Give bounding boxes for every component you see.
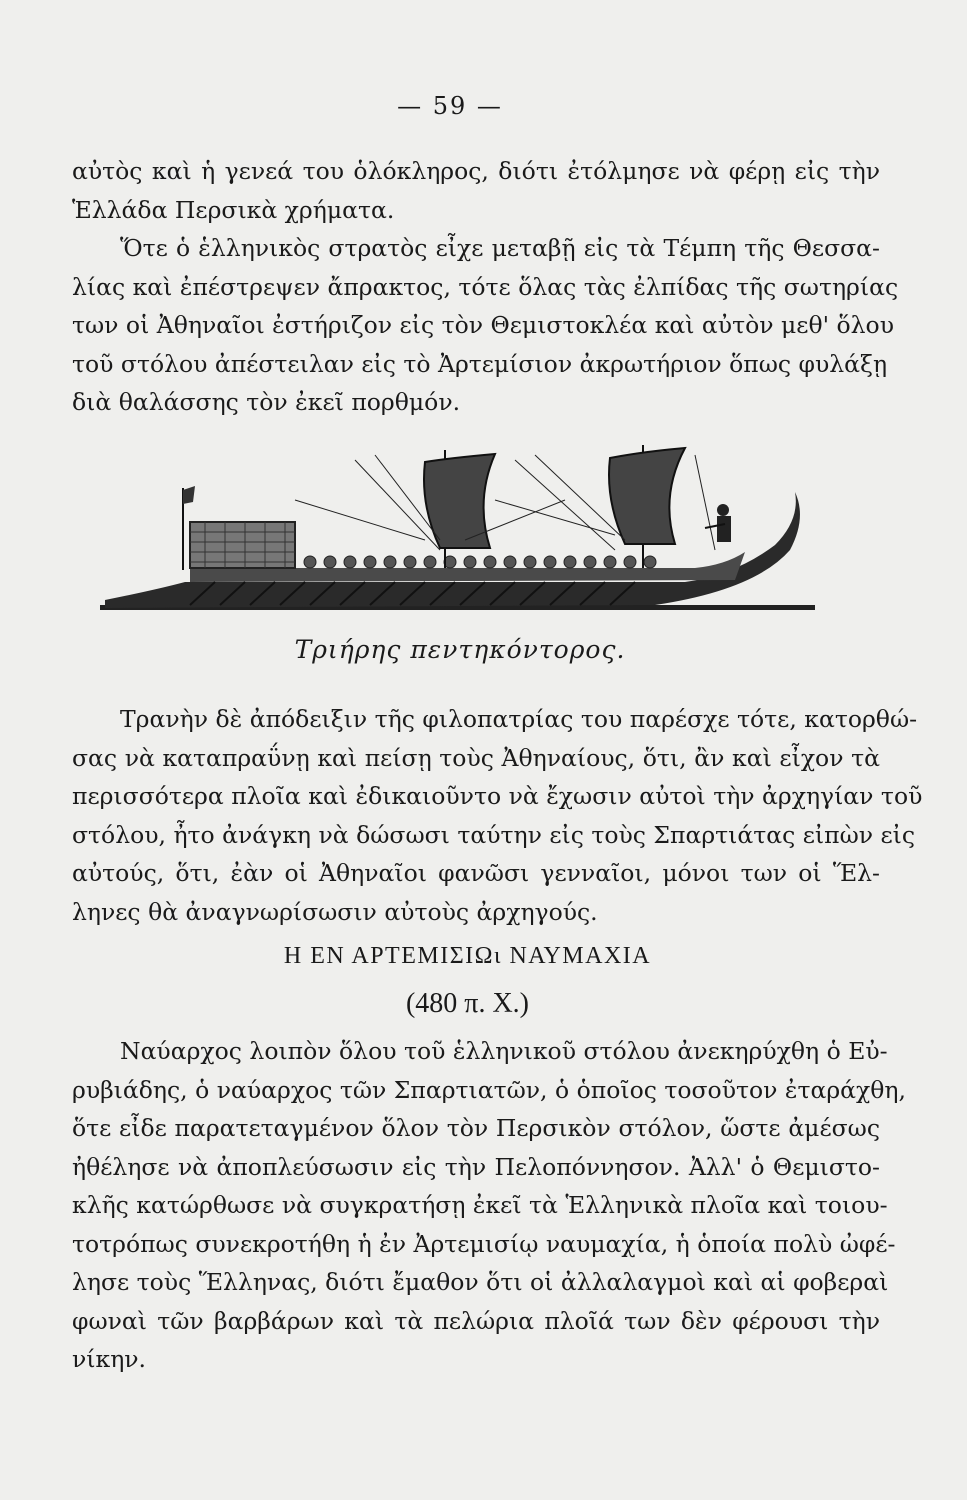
text-line: φωναὶ τῶν βαρβάρων καὶ τὰ πελώρια πλοῖά των δὲν φέρουσι τὴν: [72, 1306, 880, 1335]
text-line: Τρανὴν δὲ ἀπόδειξιν τῆς φιλοπατρίας του παρέσχε τότε, κατορθώ-: [120, 705, 918, 733]
text-line: ληνες θὰ ἀναγνωρίσωσιν αὐτοὺς ἀρχηγούς.: [72, 897, 598, 926]
figure-caption: Τριήρης πεντηκόντορος.: [294, 635, 626, 664]
page-number: — 59 —: [397, 92, 503, 120]
text-line: τοτρόπως συνεκροτήθη ἡ ἐν Ἀρτεμισίῳ ναυμαχία, ἡ ὁποία πολὺ ὠφέ-: [72, 1229, 896, 1258]
text-line: τοῦ στόλου ἀπέστειλαν εἰς τὸ Ἀρτεμίσιον ἀκρωτήριον ὅπως φυλάξῃ: [72, 349, 888, 378]
text-line: κλῆς κατώρθωσε νὰ συγκρατήσῃ ἐκεῖ τὰ Ἑλληνικὰ πλοῖα καὶ τοιου-: [72, 1191, 888, 1219]
text-line: διὰ θαλάσσης τὸν ἐκεῖ πορθμόν.: [72, 388, 461, 416]
text-line: σας νὰ καταπραΰνῃ καὶ πείσῃ τοὺς Ἀθηναίους, ὅτι, ἂν καὶ εἶχον τὰ: [72, 743, 880, 772]
section-date: (480 π. Χ.): [405, 988, 529, 1019]
text-line: ρυβιάδης, ὁ ναύαρχος τῶν Σπαρτιατῶν, ὁ ὁποῖος τοσοῦτον ἐταράχθη,: [72, 1075, 906, 1104]
text-line: στόλου, ἦτο ἀνάγκη νὰ δώσωσι ταύτην εἰς τοὺς Σπαρτιάτας εἰπὼν εἰς: [72, 820, 916, 849]
text-line: ἠθέλησε νὰ ἀποπλεύσωσιν εἰς τὴν Πελοπόννησον. Ἀλλ' ὁ Θεμιστο-: [72, 1152, 880, 1181]
text-line: αὐτούς, ὅτι, ἐὰν οἱ Ἀθηναῖοι φανῶσι γενναῖοι, μόνοι των οἱ Ἕλ-: [72, 859, 880, 887]
text-line: Ὅτε ὁ ἑλληνικὸς στρατὸς εἶχε μεταβῇ εἰς τὰ Τέμπη τῆς Θεσσα-: [120, 234, 880, 262]
text-line: Ἑλλάδα Περσικὰ χρήματα.: [72, 195, 395, 224]
text-line: λίας καὶ ἐπέστρεψεν ἄπρακτος, τότε ὅλας τὰς ἐλπίδας τῆς σωτηρίας: [72, 272, 899, 301]
trireme-illustration: [95, 440, 825, 630]
text-line: ὅτε εἶδε παρατεταγμένον ὅλον τὸν Περσικὸν στόλον, ὥστε ἀμέσως: [72, 1114, 880, 1142]
text-line: περισσότερα πλοῖα καὶ ἐδικαιοῦντο νὰ ἔχωσιν αὐτοὶ τὴν ἀρχηγίαν τοῦ: [72, 782, 923, 810]
text-line: αὐτὸς καὶ ἡ γενεά του ὁλόκληρος, διότι ἐτόλμησε νὰ φέρῃ εἰς τὴν: [72, 157, 880, 185]
text-line: Ναύαρχος λοιπὸν ὅλου τοῦ ἑλληνικοῦ στόλου ἀνεκηρύχθη ὁ Εὐ-: [120, 1037, 888, 1065]
text-block-bottom: [72, 1032, 906, 1379]
section-heading: Η ΕΝ ΑΡΤΕΜΙΣΙΩι ΝΑΥΜΑΧΙΑ: [283, 943, 652, 969]
text-block-middle: [72, 700, 923, 931]
text-line: λησε τοὺς Ἕλληνας, διότι ἔμαθον ὅτι οἱ ἀλλαλαγμοὶ καὶ αἱ φοβεραὶ: [72, 1268, 889, 1296]
text-line: νίκην.: [72, 1345, 147, 1373]
text-line: των οἱ Ἀθηναῖοι ἐστήριζον εἰς τὸν Θεμιστοκλέα καὶ αὐτὸν μεθ' ὅλου: [72, 311, 894, 339]
text-block-top: [72, 152, 899, 422]
